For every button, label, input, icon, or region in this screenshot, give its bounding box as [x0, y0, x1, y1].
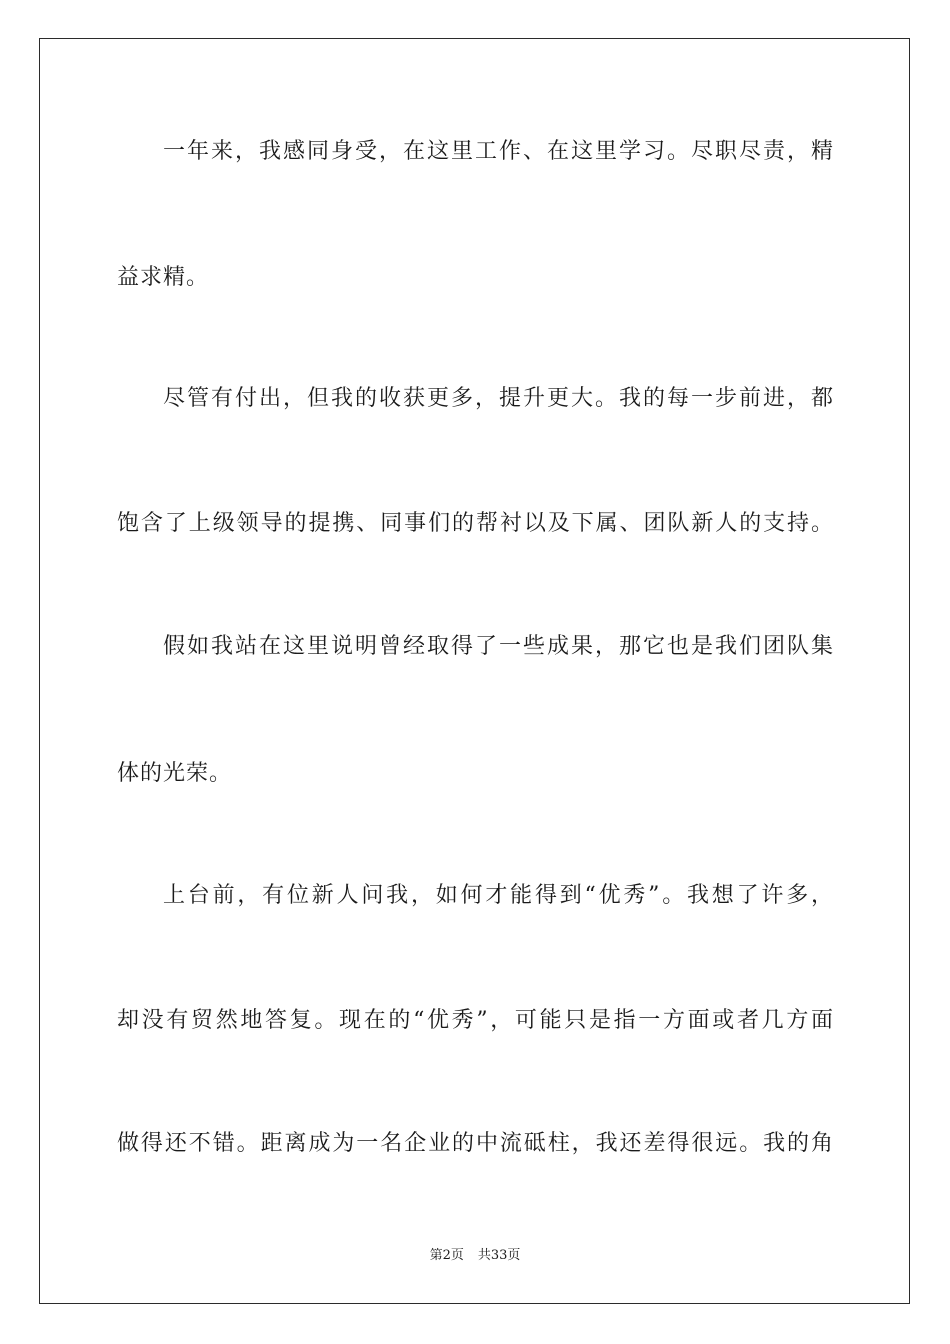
paragraph-1-line-2: 益求精。 — [117, 265, 210, 290]
paragraph-3-line-1: 假如我站在这里说明曾经取得了一些成果，那它也是我们团队集 — [163, 634, 833, 659]
page-border — [39, 38, 910, 1304]
paragraph-1-line-1: 一年来，我感同身受，在这里工作、在这里学习。尽职尽责，精 — [163, 139, 833, 164]
paragraph-3-line-2: 体的光荣。 — [117, 761, 233, 786]
paragraph-4-line-2: 却没有贸然地答复。现在的“优秀”，可能只是指一方面或者几方面 — [117, 1008, 833, 1033]
paragraph-2-line-2: 饱含了上级领导的提携、同事们的帮衬以及下属、团队新人的支持。 — [117, 511, 833, 536]
page-footer — [0, 1247, 950, 1265]
paragraph-4-line-3: 做得还不错。距离成为一名企业的中流砥柱，我还差得很远。我的角 — [117, 1131, 833, 1156]
total-pages: 共33页 — [477, 1248, 521, 1263]
paragraph-2-line-1: 尽管有付出，但我的收获更多，提升更大。我的每一步前进，都 — [163, 386, 833, 411]
paragraph-4-line-1: 上台前，有位新人问我，如何才能得到“优秀”。我想了许多， — [163, 883, 833, 908]
page-number: 第2页 — [429, 1248, 464, 1263]
